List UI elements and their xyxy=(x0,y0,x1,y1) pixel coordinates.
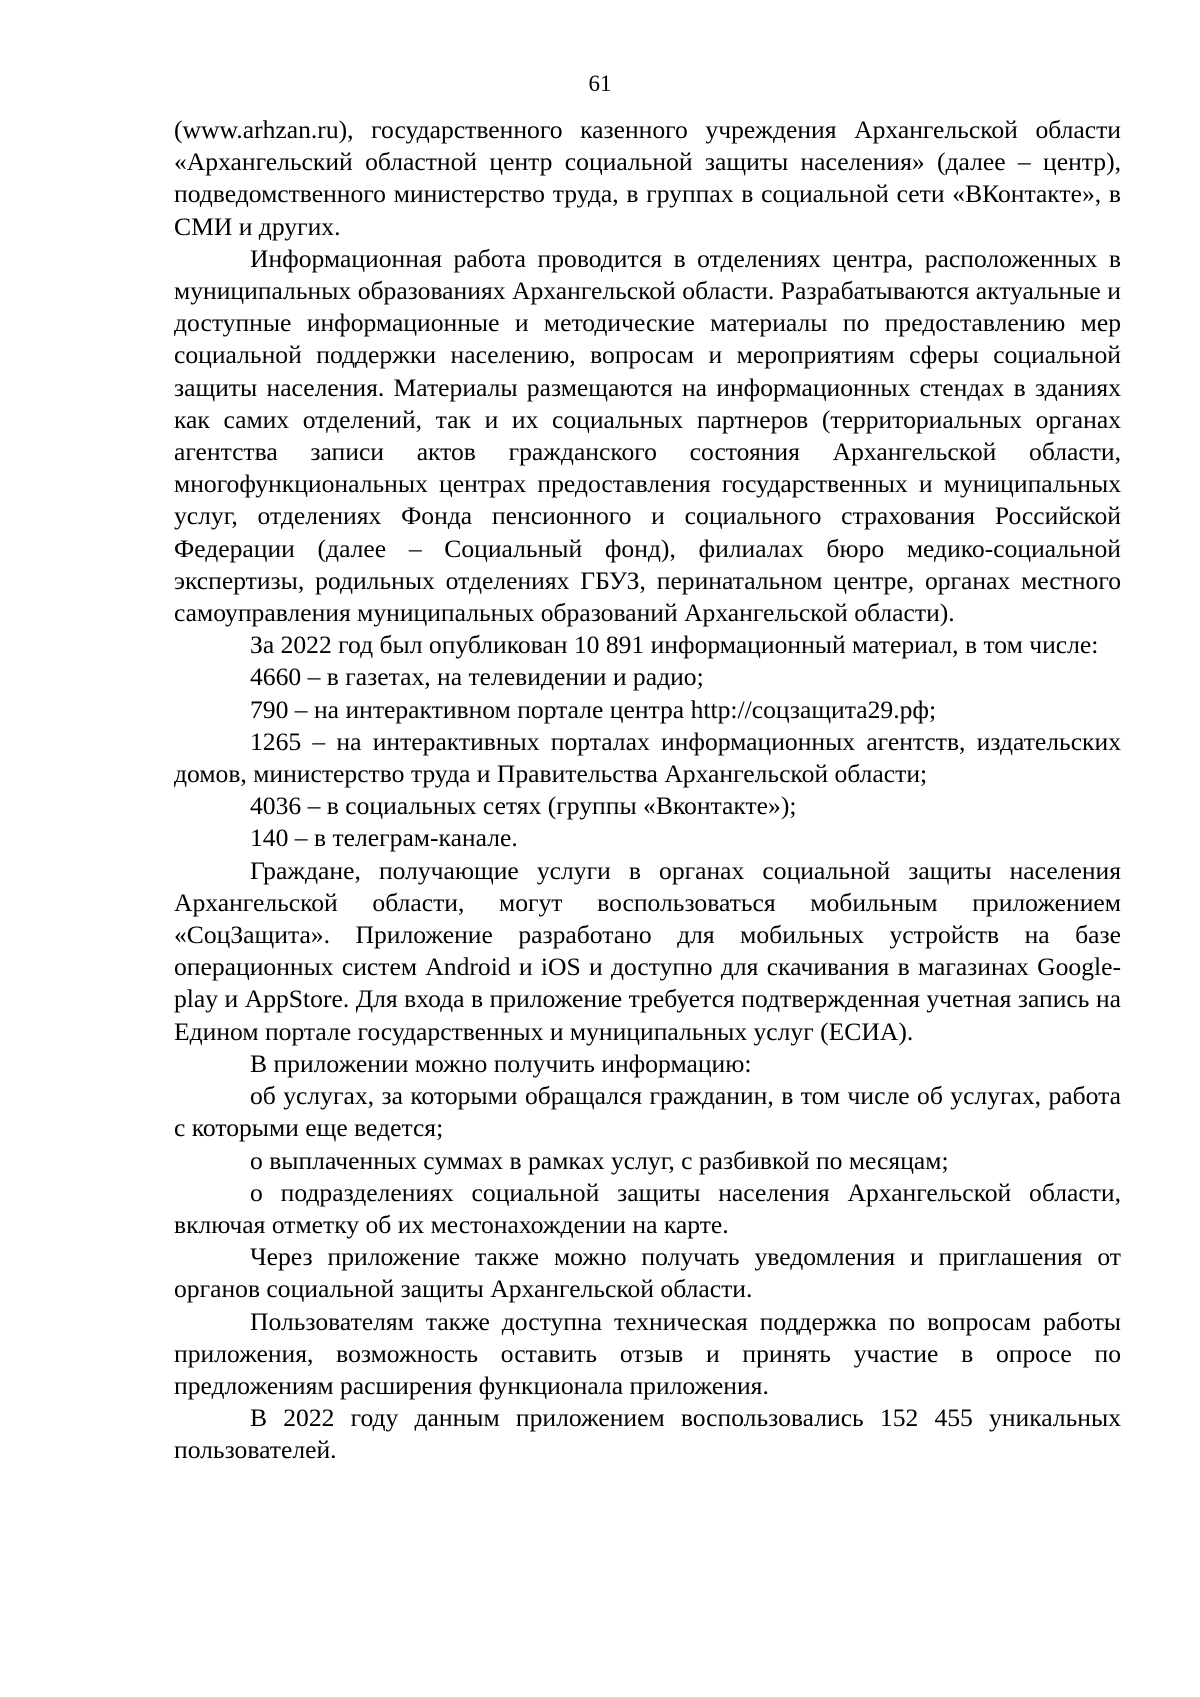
paragraph: За 2022 год был опубликован 10 891 информационный материал, в том числе: xyxy=(250,630,1099,660)
paragraph: В 2022 году данным приложением воспользовались 152 455 уникальных пользователей. xyxy=(174,1403,1121,1465)
paragraph: Информационная работа проводится в отделениях центра, расположенных в муниципальных образованиях Архангельской области. Разрабатываются актуальные и доступные информационные и методические материалы по предоставлению мер социальной поддержки населению, вопросам и мероприятиям сферы социальной защиты населения. Материалы размещаются на информационных стендах в зданиях как самих отделений, так и их социальных партнеров (территориальных органах агентства записи актов гражданского состояния Архангельской области, многофункциональных центрах предоставления государственных и муниципальных услуг, отделениях Фонда пенсионного и социального страхования Российской Федерации (далее – Социальный фонд), филиалах бюро медико-социальной экспертизы, родильных отделениях ГБУЗ, перинатальном центре, органах местного самоуправления муниципальных образований Архангельской области). xyxy=(174,243,1121,628)
paragraph: Граждане, получающие услуги в органах социальной защиты населения Архангельской области, могут воспользоваться мобильным приложением «СоцЗащита». Приложение разработано для мобильных устройств на базе операционных систем Android и iOS и доступно для скачивания в магазинах Google-play и AppStore. Для входа в приложение требуется подтвержденная учетная запись на Едином портале государственных и муниципальных услуг (ЕСИА). xyxy=(174,855,1121,1046)
paragraph: Через приложение также можно получать уведомления и приглашения от органов социальной защиты Архангельской области. xyxy=(174,1242,1121,1304)
list-item: 790 – на интерактивном портале центра http://соцзащита29.рф; xyxy=(250,694,937,724)
page-number: 61 xyxy=(588,71,612,96)
paragraph: (www.arhzan.ru), государственного казенного учреждения Архангельской области «Архангельский областной центр социальной защиты населения» (далее – центр), подведомственного министерство труда, в группах в социальной сети «ВКонтакте», в СМИ и других. xyxy=(174,115,1121,241)
list-item: 140 – в телеграм-канале. xyxy=(250,823,518,853)
list-item: 1265 – на интерактивных порталах информационных агентств, издательских домов, министерство труда и Правительства Архангельской области; xyxy=(174,726,1121,789)
paragraph: Пользователям также доступна техническая поддержка по вопросам работы приложения, возможность оставить отзыв и принять участие в опросе по предложениям расширения функционала приложения. xyxy=(174,1306,1121,1400)
list-item: 4036 – в социальных сетях (группы «Вконтакте»); xyxy=(250,791,797,821)
list-item: об услугах, за которыми обращался гражданин, в том числе об услугах, работа с которыми еще ведется; xyxy=(174,1081,1121,1143)
list-item: о подразделениях социальной защиты населения Архангельской области, включая отметку об их местонахождении на карте. xyxy=(174,1177,1121,1239)
body-text xyxy=(174,114,1121,1467)
list-item: 4660 – в газетах, на телевидении и радио; xyxy=(250,662,704,692)
paragraph: В приложении можно получить информацию: xyxy=(250,1048,752,1078)
list-item: о выплаченных суммах в рамках услуг, с разбивкой по месяцам; xyxy=(250,1145,949,1175)
